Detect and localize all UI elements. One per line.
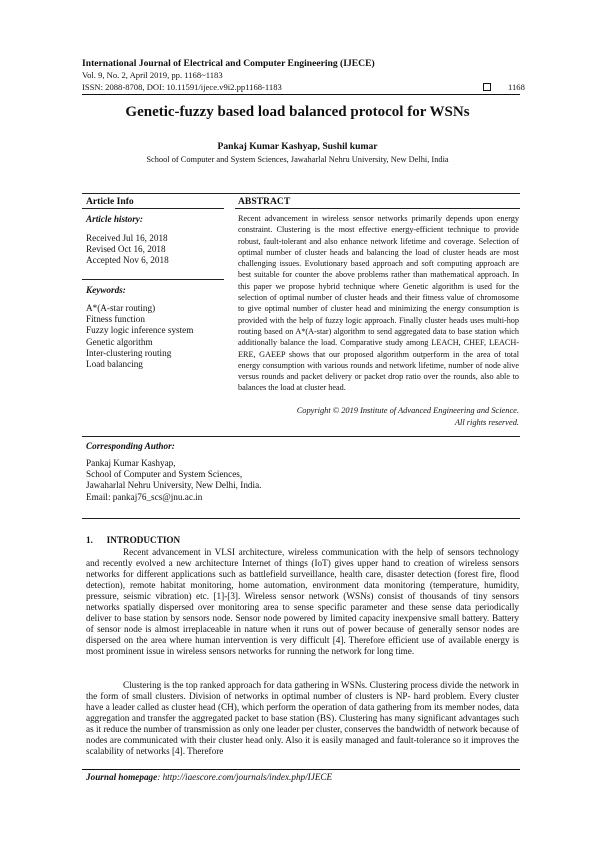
corresponding-name: Pankaj Kumar Kashyap, (86, 458, 176, 468)
header-rule (82, 94, 520, 95)
keyword-item: Inter-clustering routing (86, 347, 172, 358)
paper-affiliation: School of Computer and System Sciences, Jawaharlal Nehru University, New Delhi, India (146, 155, 449, 164)
keyword-item: Fitness function (86, 314, 145, 325)
homepage-url[interactable]: : http://iaescore.com/journals/index.php/IJECE (157, 772, 333, 782)
keywords-rule (82, 279, 224, 280)
corresponding-dept: School of Computer and System Sciences, (86, 469, 243, 480)
history-accepted: Accepted Nov 6, 2018 (86, 255, 169, 266)
keyword-item: Genetic algorithm (86, 336, 153, 347)
abstract-text: Recent advancement in wireless sensor networks primarily depends upon energy constraint. Clustering is the most effective energy-efficient technique to provide robust, fault-tolerant and also enhance network lifetime and coverage. Selection of optimal number of cluster heads and balancing the load of cluster heads are most challenging issues. Evolutionary based approach and soft computing approach are best suitable for counter the above problems rather than mathematical approach. In this paper we propose hybrid technique where Genetic algorithm is used for the selection of optimal number of cluster heads and their fitness value of chromosome to give optimal number of cluster head and minimizing the energy consumption is provided with the help of fuzzy logic approach. Finally cluster heads uses multi-hop routing based on A*(A-star) algorithm to send aggregated data to base station which additionally balance the load. Comparative study among LEACH, CHEF, LEACH-ERE, GAEEP shows that our proposed algorithm outperform in the area of total energy consumption with various rounds and network lifetime, number of node alive versus rounds and packet delivery or packet drop ratio over the rounds, also able to balances the load at cluster head. (238, 214, 519, 393)
corresponding-bottom-rule (82, 518, 520, 519)
intro-paragraph-2: Clustering is the top ranked approach for data gathering in WSNs. Clustering process divide the network in the form of small clusters. Division of networks in optimal number of clusters is NP- hard problem. Every cluster have a leader called as cluster head (CH), which perform the operation of data gathering from its member nodes, data aggregation and transfer the aggregated packet to base station (BS). Clustering has many significant advantages such as it reduce the number of transmission as only one leader per cluster, conserves the bandwidth of network because of nodes are communicated with their cluster head only. Also it is easily managed and fault-tolerance so it improves the scalability of networks [4]. Therefore (86, 680, 519, 757)
history-revised: Revised Oct 16, 2018 (86, 244, 166, 255)
keyword-item: Fuzzy logic inference system (86, 325, 194, 336)
history-list (86, 233, 169, 267)
corresponding-top-rule (82, 436, 520, 437)
info-top-rule (82, 193, 520, 194)
section-heading: 1. INTRODUCTION (86, 535, 181, 545)
abstract-heading: ABSTRACT (238, 196, 291, 207)
paper-title: Genetic-fuzzy based load balanced protocol for WSNs (125, 104, 470, 120)
page-box-icon (483, 83, 491, 91)
copyright-notice (238, 405, 519, 429)
keyword-item: Load balancing (86, 359, 143, 370)
issn-line: ISSN: 2088-8708, DOI: 10.11591/ijece.v9i2.pp1168-1183 (82, 82, 282, 92)
copyright-line: Copyright © 2019 Institute of Advanced Engineering and Science. (296, 406, 519, 415)
history-heading: Article history: (86, 214, 143, 224)
keyword-item: A*(A-star routing) (86, 303, 156, 313)
page-number: 1168 (508, 82, 525, 92)
corresponding-univ: Jawaharlal Nehru University, New Delhi, India. (86, 480, 262, 491)
corresponding-details (86, 458, 261, 503)
info-sub-rule (82, 208, 224, 209)
journal-name: International Journal of Electrical and Computer Engineering (IJECE) (82, 58, 375, 69)
paper-authors: Pankaj Kumar Kashyap, Sushil kumar (217, 141, 378, 152)
homepage-label: Journal homepage (86, 772, 158, 782)
footer-rule (82, 769, 520, 770)
abstract-sub-rule (235, 208, 520, 209)
keywords-list (86, 303, 193, 370)
corresponding-heading: Corresponding Author: (86, 441, 175, 451)
keywords-heading: Keywords: (86, 285, 126, 295)
history-received: Received Jul 16, 2018 (86, 233, 168, 243)
corresponding-email: Email: pankaj76_scs@jnu.ac.in (86, 491, 203, 502)
intro-paragraph-1: Recent advancement in VLSI architecture, wireless communication with the help of sensors technology and recently evolved a new architecture Internet of things (IoT) gives upper hand to creation of wireless sensors networks for different applications such as battlefield surveillance, health care, disaster detection (forest fire, flood detection), remote habitat monitoring, home automation, environment data monitoring (temperature, humidity, pressure, seismic vibration) etc. [1]-[3]. Wireless sensor network (WSNs) consist of thousands of tiny sensors networks spatially dispersed over monitoring area to sense specific parameter and these sense data periodically deliver to base station by sensors node. Sensor node powered by limited capacity inexpensive small battery. Battery of sensor node is almost irreplaceable in nature when it runs out of power because of generally sensor nodes are dispersed on the area where human intervention is very difficult [4]. Therefore efficient use of available energy is most prominent issue in wireless sensors networks for running the network for long time. (86, 547, 519, 657)
article-info-heading: Article Info (86, 196, 134, 207)
volume-line: Vol. 9, No. 2, April 2019, pp. 1168~1183 (82, 70, 223, 80)
rights-line: All rights reserved. (454, 418, 519, 427)
journal-homepage (86, 772, 332, 782)
